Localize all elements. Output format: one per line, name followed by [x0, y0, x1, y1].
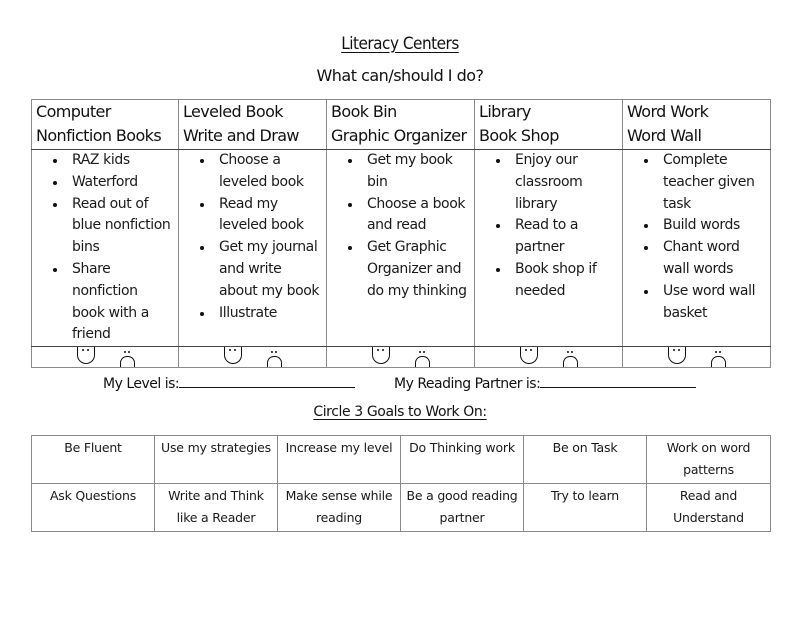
- goal-cell[interactable]: Make sense while reading: [278, 484, 401, 532]
- frowny-face-icon[interactable]: [267, 356, 282, 368]
- task-item: Book shop if needed: [515, 259, 622, 303]
- goals-table: [31, 435, 771, 532]
- center-title: Library: [479, 102, 531, 121]
- task-item: Get my book bin: [367, 150, 474, 194]
- center-header-computer: [32, 100, 179, 150]
- goals-title-text: Circle 3 Goals to Work On:: [313, 404, 487, 420]
- goal-cell[interactable]: Write and Think like a Reader: [155, 484, 278, 532]
- level-field: [103, 373, 355, 392]
- task-item: Get my journal and write about my book: [219, 237, 326, 302]
- smiley-face-icon[interactable]: [668, 347, 686, 365]
- task-item: Chant word wall words: [663, 237, 770, 281]
- centers-body-row: [32, 150, 771, 347]
- task-item: Get Graphic Organizer and do my thinking: [367, 237, 474, 302]
- task-item: Choose a leveled book: [219, 150, 326, 194]
- goal-cell[interactable]: Be a good reading partner: [401, 484, 524, 532]
- task-list: [623, 150, 770, 324]
- task-item: Use word wall basket: [663, 281, 770, 325]
- smiley-face-icon[interactable]: [372, 347, 390, 365]
- center-title: Leveled Book: [183, 102, 283, 121]
- center-tasks-word-work: [623, 150, 771, 347]
- smiley-face-icon[interactable]: [520, 347, 538, 365]
- page-title-text: Literacy Centers: [341, 34, 459, 54]
- center-header-library: [475, 100, 623, 150]
- centers-header-row: [32, 100, 771, 150]
- center-subtitle: Graphic Organizer: [331, 126, 467, 145]
- faces-cell: [475, 347, 623, 368]
- frowny-face-icon[interactable]: [563, 356, 578, 368]
- partner-input-line[interactable]: [540, 373, 696, 388]
- smiley-face-icon[interactable]: [77, 347, 95, 365]
- page-title: [0, 34, 800, 54]
- frowny-face-icon[interactable]: [711, 356, 726, 368]
- goals-row: [32, 436, 771, 484]
- center-tasks-computer: [32, 150, 179, 347]
- partner-label: My Reading Partner is:: [394, 376, 541, 392]
- center-tasks-book-bin: [327, 150, 475, 347]
- center-header-book-bin: [327, 100, 475, 150]
- goals-title: [0, 404, 800, 420]
- level-label: My Level is:: [103, 376, 180, 392]
- center-subtitle: Write and Draw: [183, 126, 299, 145]
- task-item: Read to a partner: [515, 215, 622, 259]
- level-input-line[interactable]: [179, 373, 355, 388]
- center-subtitle: Word Wall: [627, 126, 702, 145]
- center-tasks-library: [475, 150, 623, 347]
- faces-cell: [32, 347, 179, 368]
- goal-cell[interactable]: Be on Task: [524, 436, 647, 484]
- task-list: [327, 150, 474, 303]
- task-item: Read out of blue nonfiction bins: [72, 194, 178, 259]
- task-item: Complete teacher given task: [663, 150, 770, 215]
- task-list: [475, 150, 622, 303]
- center-title: Book Bin: [331, 102, 397, 121]
- center-tasks-leveled-book: [179, 150, 327, 347]
- task-item: Read my leveled book: [219, 194, 326, 238]
- task-item: Illustrate: [219, 303, 326, 325]
- frowny-face-icon[interactable]: [415, 356, 430, 368]
- task-item: Choose a book and read: [367, 194, 474, 238]
- faces-cell: [623, 347, 771, 368]
- task-item: RAZ kids: [72, 150, 178, 172]
- center-title: Word Work: [627, 102, 709, 121]
- task-item: Waterford: [72, 172, 178, 194]
- frowny-face-icon[interactable]: [120, 356, 135, 368]
- goal-cell[interactable]: Use my strategies: [155, 436, 278, 484]
- goal-cell[interactable]: Increase my level: [278, 436, 401, 484]
- faces-cell: [179, 347, 327, 368]
- faces-row: [32, 347, 771, 368]
- center-header-word-work: [623, 100, 771, 150]
- partner-field: [394, 373, 696, 392]
- task-list: [179, 150, 326, 324]
- goal-cell[interactable]: Read and Understand: [647, 484, 771, 532]
- center-subtitle: Nonfiction Books: [36, 126, 162, 145]
- center-header-leveled-book: [179, 100, 327, 150]
- goal-cell[interactable]: Ask Questions: [32, 484, 155, 532]
- goal-cell[interactable]: Work on word patterns: [647, 436, 771, 484]
- literacy-centers-table: [31, 99, 771, 368]
- center-title: Computer: [36, 102, 111, 121]
- faces-cell: [327, 347, 475, 368]
- task-item: Build words: [663, 215, 770, 237]
- goals-row: [32, 484, 771, 532]
- goal-cell[interactable]: Try to learn: [524, 484, 647, 532]
- center-subtitle: Book Shop: [479, 126, 559, 145]
- page-subtitle: What can/should I do?: [316, 66, 484, 85]
- goal-cell[interactable]: Do Thinking work: [401, 436, 524, 484]
- task-item: Share nonfiction book with a friend: [72, 259, 178, 346]
- smiley-face-icon[interactable]: [224, 347, 242, 365]
- task-list: [32, 150, 178, 346]
- task-item: Enjoy our classroom library: [515, 150, 622, 215]
- goal-cell[interactable]: Be Fluent: [32, 436, 155, 484]
